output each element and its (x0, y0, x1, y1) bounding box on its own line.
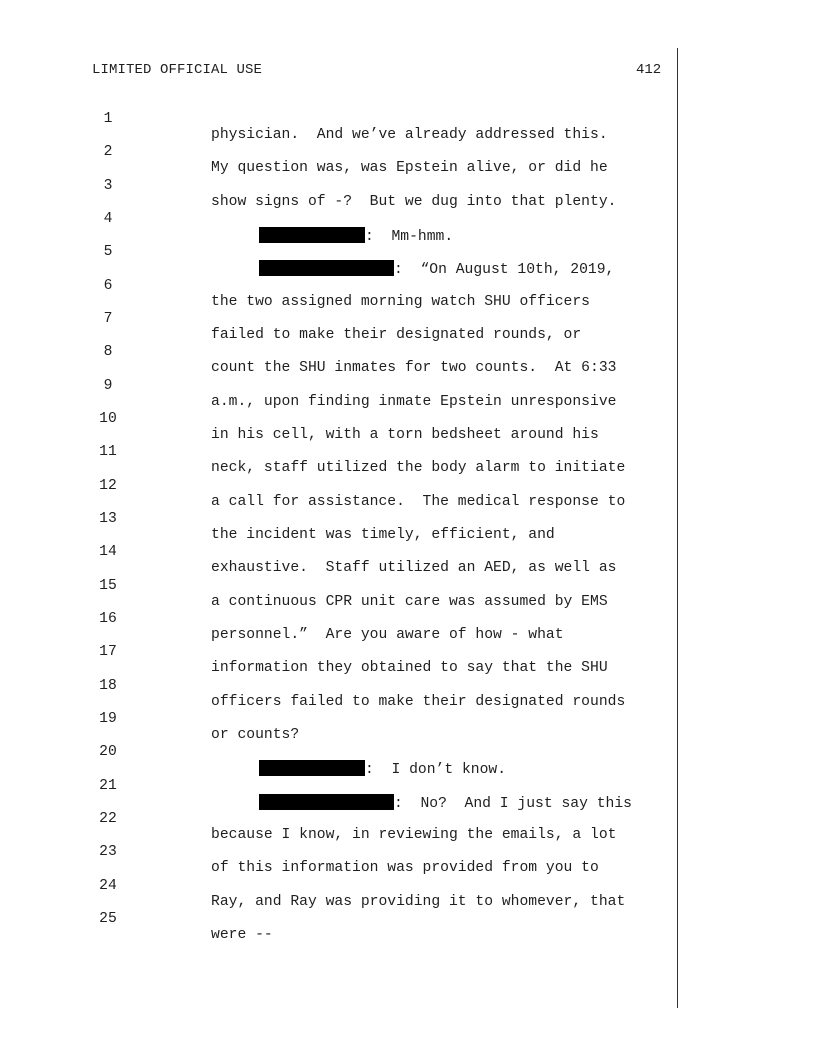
transcript-line (0, 95, 816, 143)
line-number: 23 (99, 844, 117, 860)
transcript-line (0, 695, 816, 743)
transcript-line (0, 662, 816, 710)
transcript-line (0, 862, 816, 910)
line-number: 16 (99, 611, 117, 627)
line-number: 19 (99, 711, 117, 727)
line-number: 10 (99, 411, 117, 427)
line-text: a continuous CPR unit care was assumed by EMS (211, 594, 608, 610)
transcript-line (0, 362, 816, 410)
line-text: : No? And I just say this (394, 796, 632, 812)
line-text: : Mm-hmm. (365, 229, 454, 245)
transcript-line (0, 262, 816, 310)
transcript-line (0, 128, 816, 176)
line-number: 3 (103, 178, 113, 194)
line-number: 11 (99, 444, 117, 460)
transcript-line (0, 295, 816, 343)
transcript-line (0, 795, 816, 843)
transcript-line (0, 762, 816, 812)
transcript-line (0, 728, 816, 778)
line-text: the incident was timely, efficient, and (211, 527, 555, 543)
line-text: or counts? (211, 727, 300, 743)
line-number: 24 (99, 878, 117, 894)
line-text: officers failed to make their designated rounds (211, 694, 626, 710)
line-text: neck, staff utilized the body alarm to initiate (211, 460, 626, 476)
line-number: 18 (99, 678, 117, 694)
transcript-line (0, 195, 816, 245)
line-number: 12 (99, 478, 117, 494)
transcript-line (0, 162, 816, 210)
line-text: My question was, was Epstein alive, or did he (211, 160, 608, 176)
classification-header: LIMITED OFFICIAL USE (92, 62, 263, 78)
line-text: because I know, in reviewing the emails, a lot (211, 827, 617, 843)
line-text: in his cell, with a torn bedsheet around his (211, 427, 599, 443)
line-text: show signs of -? But we dug into that plenty. (211, 194, 617, 210)
line-text: the two assigned morning watch SHU officers (211, 294, 590, 310)
line-number: 9 (103, 378, 113, 394)
line-number: 22 (99, 811, 117, 827)
line-number: 8 (103, 344, 113, 360)
transcript-line (0, 462, 816, 510)
line-number: 5 (103, 244, 113, 260)
line-number: 25 (99, 911, 117, 927)
line-text: exhaustive. Staff utilized an AED, as well as (211, 560, 617, 576)
line-number: 21 (99, 778, 117, 794)
page-number: 412 (636, 62, 662, 78)
line-number: 6 (103, 278, 113, 294)
line-number: 20 (99, 744, 117, 760)
line-text: of this information was provided from you to (211, 860, 599, 876)
transcript-line (0, 528, 816, 576)
transcript-line (0, 228, 816, 278)
line-number: 1 (103, 111, 113, 127)
line-number: 13 (99, 511, 117, 527)
transcript-line (0, 628, 816, 676)
line-text: personnel.” Are you aware of how - what (211, 627, 564, 643)
line-number: 17 (99, 644, 117, 660)
line-text: count the SHU inmates for two counts. At 6:33 (211, 360, 617, 376)
line-number: 2 (103, 144, 113, 160)
line-text: : “On August 10th, 2019, (394, 262, 615, 278)
transcript-line (0, 428, 816, 476)
line-text: Ray, and Ray was providing it to whomever, that (211, 894, 626, 910)
line-number: 15 (99, 578, 117, 594)
transcript-line (0, 828, 816, 876)
transcript-line (0, 595, 816, 643)
line-number: 4 (103, 211, 113, 227)
line-text: failed to make their designated rounds, or (211, 327, 582, 343)
line-text: information they obtained to say that the SHU (211, 660, 608, 676)
transcript-line (0, 328, 816, 376)
line-text: physician. And we’ve already addressed this. (211, 127, 608, 143)
transcript-line (0, 895, 816, 943)
line-number: 7 (103, 311, 113, 327)
line-text: a call for assistance. The medical response to (211, 494, 626, 510)
line-text: a.m., upon finding inmate Epstein unresponsive (211, 394, 617, 410)
transcript-line (0, 495, 816, 543)
line-number: 14 (99, 544, 117, 560)
line-text: were -- (211, 927, 273, 943)
transcript-line (0, 562, 816, 610)
line-text: : I don’t know. (365, 762, 507, 778)
transcript-line (0, 395, 816, 443)
